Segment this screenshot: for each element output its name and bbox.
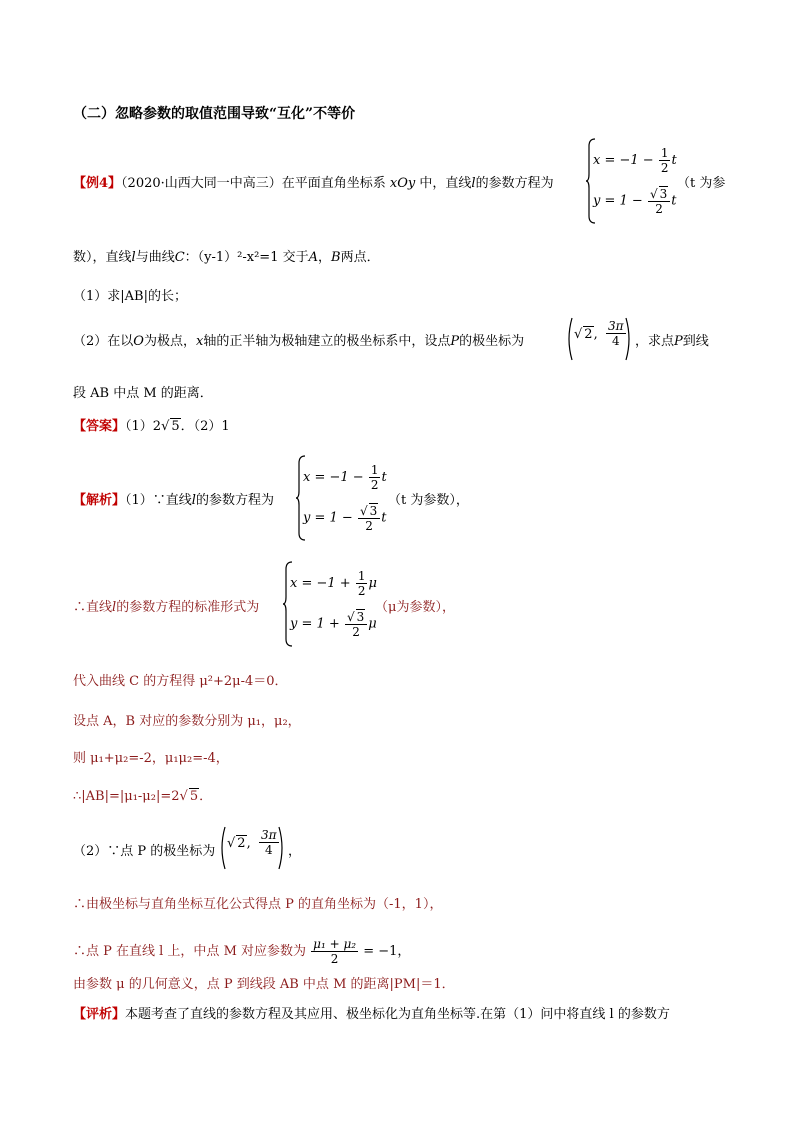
example-stem-line2: 数），直线l与曲线C：（y-1）²-x²=1 交于A，B两点． [73,250,380,265]
analysis-part2-line1-end: ， [288,844,302,859]
param-system-standard: x = −1 + $\frac{1}{2}$ μ y = 1 + $\frac{√ 3}{2}$ μ [282,561,412,641]
analysis-distance: 由参数 μ 的几何意义，点 P 到线段 AB 中点 M 的距离|PM|＝1． [73,977,455,992]
coord-system: xOy [389,176,416,191]
example-stem-line1 [73,172,554,191]
line-var: l [471,176,476,191]
analysis-line1: 【解析】（1）∵直线l的参数方程为 [73,493,274,508]
left-paren-icon [565,317,573,361]
analysis-note-1: （t 为参数）， [388,493,469,508]
stem-text-b: 中，直线 [419,176,472,191]
analysis-ab-length: ∴|AB|=|μ₁-μ₂|=2√ 5． [73,789,213,804]
question-2-line1-end: ，求点P到线 [635,334,709,349]
comment-tag: 【评析】 [73,1007,126,1022]
polar-coordinate-expr-2: √ 2, $\frac{3\pi}{4}$ [218,826,288,870]
comment-line: 【评析】本题考查了直线的参数方程及其应用、极坐标化为直角坐标等.在第（1）问中将直线 l 的参数方 [73,1007,670,1022]
example-tag: 【例4】 [73,176,122,191]
analysis-midpoint: ∴点 P 在直线 l 上，中点 M 对应参数为 $\frac{\text{μ₁ + μ₂}}{2}$ = −1， [73,937,411,966]
analysis-note-2: （μ为参数）， [375,600,455,615]
analysis-standard-form: ∴直线l的参数方程的标准形式为 [73,600,260,615]
right-paren-icon [625,317,633,361]
example-source: （2020·山西大同一中高三） [121,176,282,191]
system-row-y: y = 1 − $\frac{√ 3}{2}$ t [593,187,677,216]
analysis-params: 设点 A，B 对应的参数分别为 μ₁，μ₂， [73,714,301,729]
answer-line: 【答案】（1）2√ 5．（2）1 [73,419,230,434]
left-paren-icon [218,826,226,870]
question-2-line2: 段 AB 中点 M 的距离． [73,386,213,401]
question-2-line1: （2）在以O为极点，x轴的正半轴为极轴建立的极坐标系中，设点P的极坐标为 [73,334,525,349]
stem-text-c: 的参数方程为 [475,176,554,191]
analysis-vieta: 则 μ₁+μ₂=-2，μ₁μ₂=-4， [73,751,229,766]
system-row-x: x = −1 − $\frac{1}{2}$ t [593,146,677,175]
answer-tag: 【答案】 [73,419,126,434]
section-title: （二）忽略参数的取值范围导致“互化”不等价 [73,106,356,122]
question-1: （1）求|AB|的长； [73,289,187,304]
right-paren-icon [278,826,286,870]
analysis-rect-coord: ∴由极坐标与直角坐标互化公式得点 P 的直角坐标为（-1，1）， [73,897,443,912]
analysis-tag: 【解析】 [73,493,126,508]
param-note-1: （t 为参 [677,176,726,191]
param-system-analysis: x = −1 − $\frac{1}{2}$ t y = 1 − $\frac{√ 3}{2}$ t [295,455,425,535]
analysis-substitute: 代入曲线 C 的方程得 μ²+2μ-4＝0． [73,674,288,689]
stem-text-a: 在平面直角坐标系 [281,176,386,191]
analysis-part2-line1: （2）∵点 P 的极坐标为 [73,844,216,859]
